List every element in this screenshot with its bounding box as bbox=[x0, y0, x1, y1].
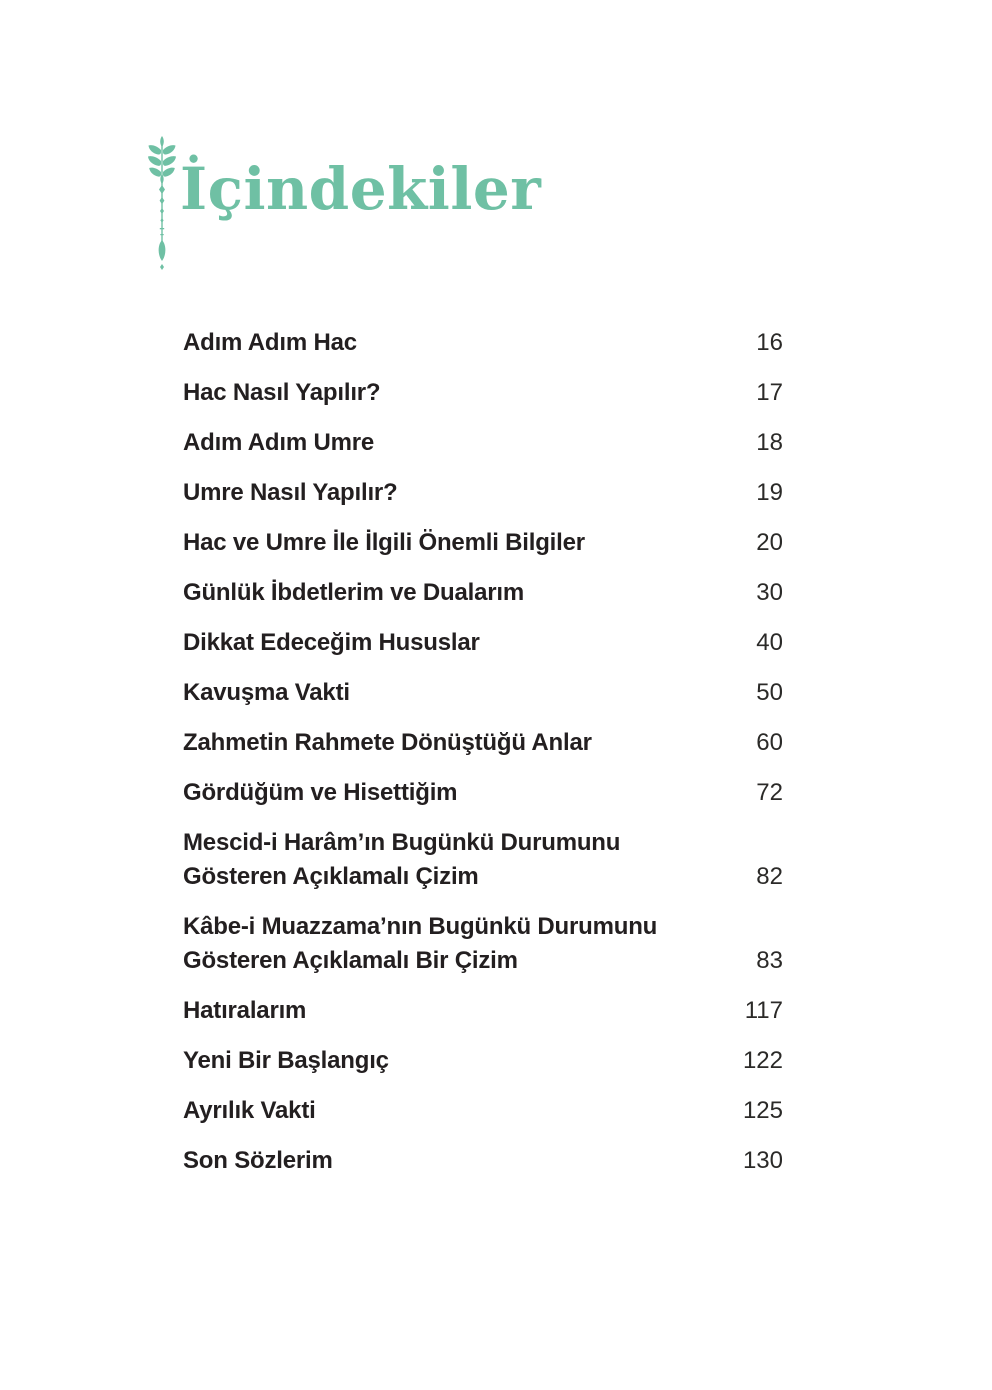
toc-entry-title-line2: Gösteren Açıklamalı Çizim bbox=[183, 863, 479, 890]
toc-entry bbox=[183, 526, 783, 560]
toc-entry bbox=[183, 576, 783, 610]
toc-entry-title bbox=[183, 826, 620, 894]
toc-entry-page: 30 bbox=[756, 579, 783, 606]
toc-entry-title: Ayrılık Vakti bbox=[183, 1097, 316, 1124]
toc-header bbox=[146, 136, 542, 272]
toc-entry bbox=[183, 1094, 783, 1128]
wheat-sprig-ornament-icon bbox=[146, 136, 178, 272]
toc-entry-title: Adım Adım Hac bbox=[183, 329, 357, 356]
toc-entry bbox=[183, 726, 783, 760]
toc-entry-title bbox=[183, 910, 657, 978]
toc-entry-page: 83 bbox=[756, 947, 783, 974]
toc-entry-page: 17 bbox=[756, 379, 783, 406]
toc-entry-page: 16 bbox=[756, 329, 783, 356]
toc-entry-page: 122 bbox=[742, 1047, 783, 1074]
toc-entry-title-line2: Gösteren Açıklamalı Bir Çizim bbox=[183, 947, 518, 974]
toc-entry-title: Kavuşma Vakti bbox=[183, 679, 350, 706]
toc-entry bbox=[183, 826, 783, 894]
toc-entry-page: 40 bbox=[756, 629, 783, 656]
toc-entry-page: 50 bbox=[756, 679, 783, 706]
toc-entry-page: 19 bbox=[756, 479, 783, 506]
toc-entry bbox=[183, 426, 783, 460]
toc-entry-title: Zahmetin Rahmete Dönüştüğü Anlar bbox=[183, 729, 592, 756]
toc-entry bbox=[183, 776, 783, 810]
toc-entry bbox=[183, 376, 783, 410]
toc-entry-page: 125 bbox=[742, 1097, 783, 1124]
toc-entry-title: Hac ve Umre İle İlgili Önemli Bilgiler bbox=[183, 529, 585, 556]
toc-entry bbox=[183, 1144, 783, 1178]
toc-entry-title: Günlük İbdetlerim ve Dualarım bbox=[183, 579, 524, 606]
toc-entry-page: 20 bbox=[756, 529, 783, 556]
toc-entry bbox=[183, 994, 783, 1028]
toc-entry bbox=[183, 326, 783, 360]
toc-entry-title: Adım Adım Umre bbox=[183, 429, 375, 456]
toc-entry bbox=[183, 1044, 783, 1078]
toc-entry-title-line1: Mescid-i Harâm’ın Bugünkü Durumunu bbox=[183, 829, 621, 856]
toc-entry-page: 117 bbox=[744, 997, 783, 1024]
toc-entry-page: 82 bbox=[756, 863, 783, 890]
toc-entry-page: 60 bbox=[756, 729, 783, 756]
toc-entry-title-line1: Kâbe-i Muazzama’nın Bugünkü Durumunu bbox=[183, 913, 658, 940]
toc-entry-page: 18 bbox=[756, 429, 783, 456]
toc-entry bbox=[183, 910, 783, 978]
toc-entry-page: 72 bbox=[756, 779, 783, 806]
toc-entry-title: Son Sözlerim bbox=[183, 1147, 333, 1174]
toc-entry bbox=[183, 476, 783, 510]
toc-entry-page: 130 bbox=[742, 1147, 783, 1174]
page-title: İçindekiler bbox=[180, 155, 542, 223]
toc-entry-title: Hac Nasıl Yapılır? bbox=[183, 379, 381, 406]
toc-entry-title: Yeni Bir Başlangıç bbox=[183, 1047, 389, 1074]
toc-entry bbox=[183, 676, 783, 710]
toc-entry-title: Gördüğüm ve Hisettiğim bbox=[183, 779, 458, 806]
toc-entry-title: Dikkat Edeceğim Hususlar bbox=[183, 629, 480, 656]
toc-entry-title: Hatıralarım bbox=[183, 997, 307, 1024]
toc-list bbox=[183, 326, 783, 1194]
toc-entry-title: Umre Nasıl Yapılır? bbox=[183, 479, 398, 506]
toc-entry bbox=[183, 626, 783, 660]
